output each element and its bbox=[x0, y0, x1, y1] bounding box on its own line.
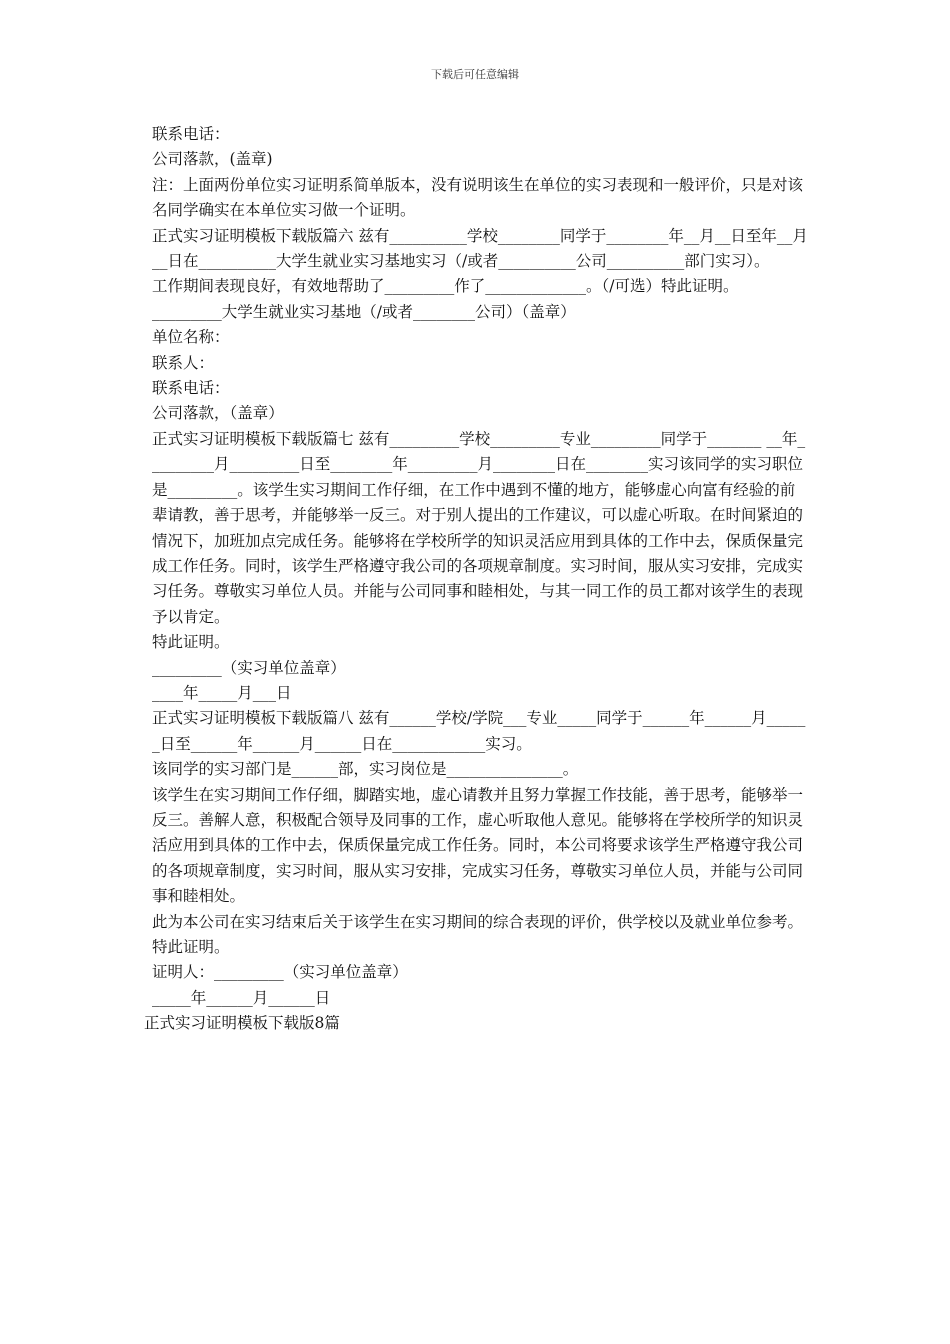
paragraph: 此为本公司在实习结束后关于该学生在实习期间的综合表现的评价，供学校以及就业单位参考。 bbox=[152, 912, 804, 931]
paragraph: 公司落款，(盖章) bbox=[152, 150, 273, 169]
paragraph: 注：上面两份单位实习证明系简单版本，没有说明该生在单位的实习表现和一般评价，只是对该名同学确实在本单位实习做一个证明。 bbox=[152, 175, 804, 220]
paragraph: _________（实习单位盖章） bbox=[152, 658, 346, 677]
paragraph: 联系电话： bbox=[152, 379, 230, 398]
paragraph: ____年_____月___日 bbox=[152, 683, 292, 702]
paragraph: 正式实习证明模板下载版篇八 兹有______学校/学院___专业_____同学于______年______月______日至______年______月______日在____________实习。 bbox=[152, 709, 806, 753]
paragraph: 特此证明。 bbox=[152, 938, 230, 956]
paragraph: 特此证明。 bbox=[152, 633, 230, 652]
paragraph: 联系人： bbox=[152, 353, 215, 372]
paragraph: 工作期间表现良好，有效地帮助了_________作了_____________。（/可选）特此证明。 bbox=[152, 277, 739, 296]
paragraph: _____年______月______日 bbox=[152, 988, 331, 1007]
paragraph: 联系电话： bbox=[152, 125, 230, 143]
document-body bbox=[144, 122, 810, 1037]
paragraph: 该同学的实习部门是______部，实习岗位是_______________。 bbox=[152, 760, 579, 779]
paragraph: 该学生在实习期间工作仔细，脚踏实地，虚心请教并且努力掌握工作技能，善于思考，能够举一反三。善解人意，积极配合领导及同事的工作，虚心听取他人意见。能够将在学校所学的知识灵活应用到具体的工作中去，保质保量完成工作任务。同时，本公司将要求该学生严格遵守我公司的各项规章制度，实习时间，服从实习安排，完成实习任务，尊敬实习单位人员，并能与公司同事和睦相处。 bbox=[152, 785, 804, 906]
paragraph: 单位名称： bbox=[152, 328, 230, 347]
page-header: 下载后可任意编辑 bbox=[431, 68, 519, 81]
document-footer-title: 正式实习证明模板下载版8篇 bbox=[144, 1014, 340, 1033]
paragraph: _________大学生就业实习基地（/或者________公司）（盖章） bbox=[152, 302, 576, 321]
paragraph: 正式实习证明模板下载版篇六 兹有__________学校________同学于________年__月__日至年__月__日在__________大学生就业实习基地实习（/或者__________公司__________部门实习）。 bbox=[152, 226, 808, 271]
paragraph: 正式实习证明模板下载版篇七 兹有_________学校_________专业_________同学于_______ __年_________月_________日至________年_________月________日在________实习该同学的实习职位是_________。该学生实习期间工作仔细，在工作中遇到不懂的地方，能够虚心向富有经验的前辈请教，善于思考，并能够举一反三。对于别人提出的工作建议，可以虚心听取。在时间紧迫的情况下，加班加点完成任务。能够将在学校所学的知识灵活应用到具体的工作中去，保质保量完成工作任务。同时，该学生严格遵守我公司的各项规章制度。实习时间，服从实习安排，完成实习任务。尊敬实习单位人员。并能与公司同事和睦相处，与其一同工作的员工都对该学生的表现予以肯定。 bbox=[152, 429, 806, 626]
paragraph: 公司落款，（盖章） bbox=[152, 404, 284, 423]
paragraph: 证明人：_________（实习单位盖章） bbox=[152, 963, 408, 982]
